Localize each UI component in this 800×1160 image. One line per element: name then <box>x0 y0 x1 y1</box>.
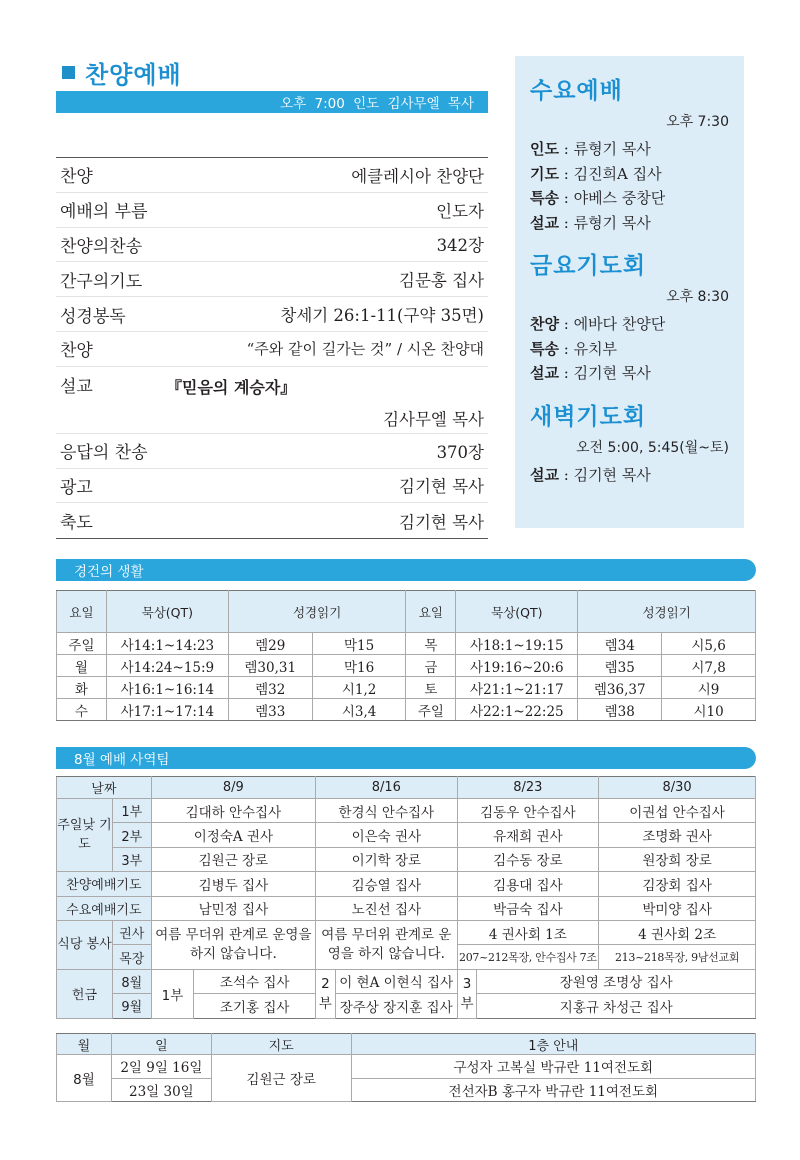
devotional-table <box>56 590 756 721</box>
table-cell: 렘30,31 <box>228 655 312 677</box>
wednesday-service-title: 수요예배 <box>530 78 623 104</box>
row-subheader: 8월 <box>112 969 151 993</box>
table-cell: 사21:1~21:17 <box>456 677 578 699</box>
order-value: 370장 <box>436 442 484 462</box>
table-row <box>57 896 756 920</box>
devotional-section-bar <box>56 559 756 581</box>
row-subheader: 1부 <box>112 799 151 823</box>
table-cell: 렘32 <box>228 677 312 699</box>
table-cell: 이권섭 안수집사 <box>599 799 756 823</box>
order-row <box>56 262 488 297</box>
service-info-line: 기도 : 김진희A 집사 <box>530 164 662 183</box>
order-label: 찬양의찬송 <box>60 236 143 257</box>
table-cell: 김용대 집사 <box>457 872 599 896</box>
sermon-label: 설교 <box>60 376 93 397</box>
order-row <box>56 193 488 228</box>
sermon-preacher: 김사무엘 목사 <box>383 409 484 429</box>
ministry-team-table <box>56 776 756 1019</box>
table-cell: 8월 <box>57 1055 112 1102</box>
praise-service-section <box>56 56 488 539</box>
order-row <box>56 228 488 263</box>
table-cell: 한경식 안수집사 <box>316 799 458 823</box>
table-cell: 시7,8 <box>662 655 756 677</box>
table-cell: 렘35 <box>578 655 662 677</box>
order-label: 예배의 부름 <box>60 202 148 223</box>
table-cell: 목 <box>406 633 456 655</box>
table-cell: 남민정 집사 <box>151 896 315 920</box>
order-row <box>56 469 488 504</box>
table-cell: 장주상 장지훈 집사 <box>335 994 457 1018</box>
row-subheader: 권사 <box>112 920 151 944</box>
table-cell: 박미양 집사 <box>599 896 756 920</box>
table-cell: 유재희 권사 <box>457 823 599 847</box>
table-cell: 시3,4 <box>312 699 406 721</box>
table-cell: 시5,6 <box>662 633 756 655</box>
order-label: 간구의기도 <box>60 271 143 292</box>
table-cell: 김동우 안수집사 <box>457 799 599 823</box>
table-cell: 김대하 안수집사 <box>151 799 315 823</box>
table-row <box>57 677 756 699</box>
table-cell: 조명화 권사 <box>599 823 756 847</box>
row-subheader: 3부 <box>112 847 151 871</box>
order-value: 김기현 목사 <box>399 477 484 497</box>
table-cell: 시1,2 <box>312 677 406 699</box>
table-cell: 렘36,37 <box>578 677 662 699</box>
table-cell: 금 <box>406 655 456 677</box>
table-row <box>57 1055 756 1079</box>
table-cell: 이정숙A 권사 <box>151 823 315 847</box>
table-cell: 렘33 <box>228 699 312 721</box>
date-header-row <box>57 777 756 799</box>
table-cell: 사14:1~14:23 <box>106 633 228 655</box>
order-label: 찬양 <box>60 341 93 362</box>
first-floor-guide-table <box>56 1033 756 1102</box>
table-cell: 원장희 장로 <box>599 847 756 871</box>
table-cell: 렘34 <box>578 633 662 655</box>
devotional-header-row <box>57 591 756 633</box>
praise-order-list <box>56 157 488 539</box>
table-cell: 토 <box>406 677 456 699</box>
table-cell: 이은숙 권사 <box>316 823 458 847</box>
row-subheader: 목장 <box>112 945 151 969</box>
row-header: 주일낮 기도 <box>57 799 113 872</box>
column-header: 묵상(QT) <box>106 591 228 633</box>
table-cell: 207~212목장, 안수집사 7조 <box>457 945 599 969</box>
order-row <box>56 332 488 367</box>
column-header: 8/16 <box>316 777 458 799</box>
table-row <box>57 699 756 721</box>
table-cell: 2일 9일 16일 <box>111 1055 211 1079</box>
row-header: 헌금 <box>57 969 113 1018</box>
row-header: 식당 봉사 <box>57 920 113 969</box>
table-cell: 지홍규 차성근 집사 <box>477 994 756 1018</box>
column-header: 날짜 <box>57 777 152 799</box>
table-cell: 사14:24~15:9 <box>106 655 228 677</box>
table-cell: 김장회 집사 <box>599 872 756 896</box>
service-info-line: 인도 : 류형기 목사 <box>530 140 651 158</box>
order-value: 창세기 26:1-11(구약 35면) <box>280 306 484 326</box>
order-value: 인도자 <box>436 201 484 221</box>
table-cell: 주일 <box>57 633 107 655</box>
table-row <box>57 872 756 896</box>
row-header: 수요예배기도 <box>57 896 152 920</box>
table-cell: 시10 <box>662 699 756 721</box>
service-info-line: 찬양 : 에바다 찬양단 <box>530 315 666 333</box>
order-row <box>56 434 488 469</box>
table-cell: 구성자 고복실 박규란 11여전도회 <box>351 1055 755 1079</box>
table-row <box>57 633 756 655</box>
column-header: 묵상(QT) <box>456 591 578 633</box>
table-cell: 화 <box>57 677 107 699</box>
table-row <box>57 1078 756 1102</box>
table-cell: 사19:16~20:6 <box>456 655 578 677</box>
sermon-title: 『믿음의 계승자』 <box>166 377 297 397</box>
table-cell: 월 <box>57 655 107 677</box>
table-cell: 김승열 집사 <box>316 872 458 896</box>
table-cell: 2부 <box>316 969 336 1018</box>
table-cell: 4 권사회 2조 <box>599 920 756 944</box>
order-label: 축도 <box>60 513 93 534</box>
table-cell: 김수동 장로 <box>457 847 599 871</box>
order-value: 에클레시아 찬양단 <box>351 166 484 186</box>
table-row <box>57 655 756 677</box>
table-cell: 노진선 집사 <box>316 896 458 920</box>
column-header: 일 <box>111 1034 211 1055</box>
table-cell: 213~218목장, 9남선교회 <box>599 945 756 969</box>
column-header: 월 <box>57 1034 112 1055</box>
order-value: “주와 같이 길가는 것” / 시온 찬양대 <box>246 340 484 359</box>
column-header: 1층 안내 <box>351 1034 755 1055</box>
friday-prayer-time: 오후 8:30 <box>666 289 729 305</box>
order-row <box>56 158 488 193</box>
table-cell: 4 권사회 1조 <box>457 920 599 944</box>
table-cell: 사17:1~17:14 <box>106 699 228 721</box>
table-cell: 렘29 <box>228 633 312 655</box>
service-info-line: 특송 : 야베스 중창단 <box>530 189 666 207</box>
table-cell: 23일 30일 <box>111 1078 211 1102</box>
dawn-prayer-time: 오전 5:00, 5:45(월~토) <box>576 439 729 456</box>
row-subheader: 2부 <box>112 823 151 847</box>
sermon-row <box>56 367 488 434</box>
table-cell: 김병두 집사 <box>151 872 315 896</box>
table-cell: 조석수 집사 <box>194 969 316 993</box>
table-cell: 주일 <box>406 699 456 721</box>
column-header: 성경읽기 <box>578 591 756 633</box>
table-cell: 여름 무더위 관계로 운영을 하지 않습니다. <box>151 920 315 969</box>
table-cell: 김원근 장로 <box>211 1055 351 1102</box>
column-header: 요일 <box>57 591 107 633</box>
table-cell: 3부 <box>457 969 477 1018</box>
table-cell: 막15 <box>312 633 406 655</box>
order-value: 342장 <box>436 236 484 256</box>
column-header: 요일 <box>406 591 456 633</box>
ministry-team-section-title: 8월 예배 사역팀 <box>56 747 756 769</box>
table-row <box>57 799 756 823</box>
service-info-line: 설교 : 김기현 목사 <box>530 465 651 484</box>
praise-service-title: 찬양예배 <box>85 60 182 89</box>
table-cell: 렘38 <box>578 699 662 721</box>
order-label: 성경봉독 <box>60 306 126 327</box>
table-cell: 전선자B 홍구자 박규란 11여전도회 <box>351 1078 755 1102</box>
order-row <box>56 297 488 332</box>
wednesday-service-time: 오후 7:30 <box>666 114 729 130</box>
table-cell: 박금숙 집사 <box>457 896 599 920</box>
order-label: 찬양 <box>60 167 93 188</box>
weekday-services-box <box>515 56 744 528</box>
ministry-team-section-bar <box>56 747 756 769</box>
table-cell: 사22:1~22:25 <box>456 699 578 721</box>
row-subheader: 9월 <box>112 994 151 1018</box>
order-value: 김기현 목사 <box>399 512 484 532</box>
floor-header-row <box>57 1034 756 1055</box>
column-header: 성경읽기 <box>228 591 406 633</box>
devotional-section-title: 경건의 생활 <box>56 559 756 581</box>
praise-service-heading <box>56 56 488 88</box>
table-cell: 수 <box>57 699 107 721</box>
row-header: 찬양예배기도 <box>57 872 152 896</box>
table-cell: 막16 <box>312 655 406 677</box>
table-cell: 사18:1~19:15 <box>456 633 578 655</box>
service-info-line: 설교 : 김기현 목사 <box>530 364 651 382</box>
table-row <box>57 847 756 871</box>
table-cell: 사16:1~16:14 <box>106 677 228 699</box>
table-cell: 이 현A 이현식 집사 <box>335 969 457 993</box>
table-cell: 시9 <box>662 677 756 699</box>
dawn-prayer-title: 새벽기도회 <box>530 403 647 430</box>
column-header: 8/9 <box>151 777 315 799</box>
table-cell: 1부 <box>151 969 194 1018</box>
table-cell: 이기학 장로 <box>316 847 458 871</box>
friday-prayer-title: 금요기도회 <box>530 253 647 279</box>
column-header: 8/23 <box>457 777 599 799</box>
service-info-line: 특송 : 유치부 <box>530 339 618 358</box>
table-cell: 조기홍 집사 <box>194 994 316 1018</box>
table-cell: 여름 무더위 관계로 운영을 하지 않습니다. <box>316 920 458 969</box>
table-row <box>57 969 756 993</box>
order-row <box>56 503 488 538</box>
table-row <box>57 920 756 944</box>
order-value: 김문홍 집사 <box>399 271 484 291</box>
column-header: 8/30 <box>599 777 756 799</box>
praise-service-time-bar: 오후 7:00 인도 김사무엘 목사 <box>56 91 488 113</box>
table-cell: 김원근 장로 <box>151 847 315 871</box>
column-header: 지도 <box>211 1034 351 1055</box>
order-label: 응답의 찬송 <box>60 443 148 464</box>
table-cell: 장원영 조명상 집사 <box>477 969 756 993</box>
service-info-line: 설교 : 류형기 목사 <box>530 213 651 232</box>
table-row <box>57 823 756 847</box>
order-label: 광고 <box>60 477 93 498</box>
square-bullet-icon <box>62 66 75 79</box>
